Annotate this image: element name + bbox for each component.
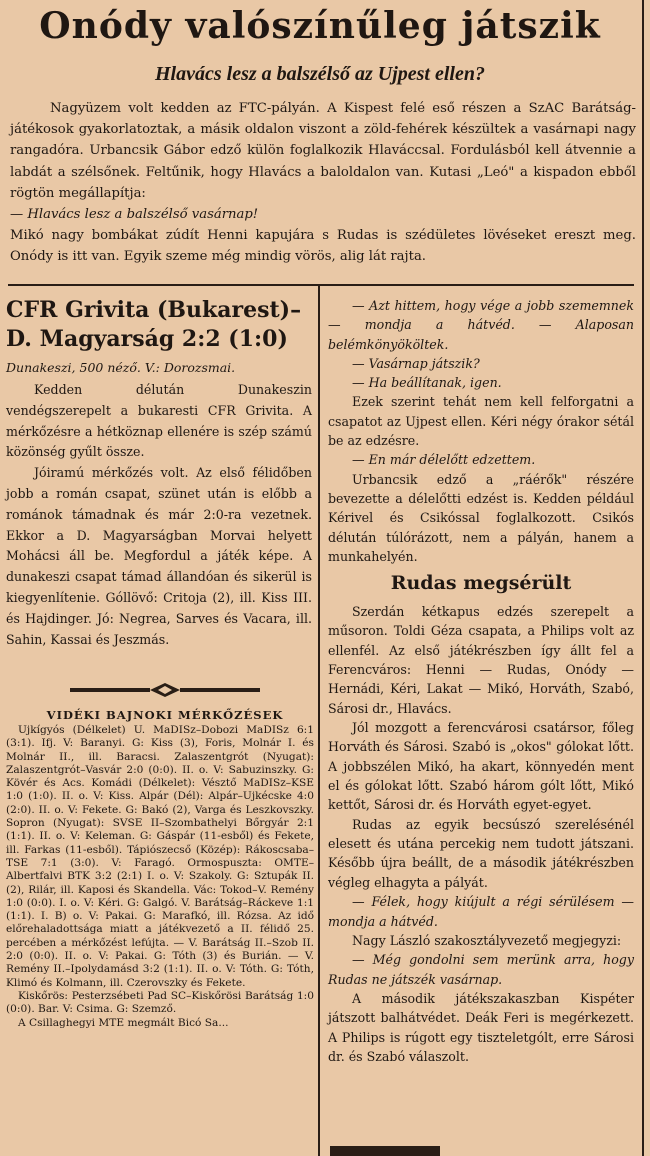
rudas-paragraph-7: A második játékszakaszban Kispéter játszott balhátvédet. Deák Feri is megérkezett. A Philips is rúgott egy tiszteletgólt, erre Sárosi dr. és Szabó válaszolt.: [328, 990, 634, 1064]
rudas-paragraph-5: Nagy László szakosztályvezető megjegyzi:: [352, 932, 622, 948]
continuation-paragraph-6: Urbancsik edző a „ráérők" részére bevezette a délelőtti edzést is. Kedden például Kérivel és Csikóssal foglalkozott. Csikós délután túlórázott, nem a pályán, hanem a munkahelyén.: [328, 471, 634, 564]
article-intro: [10, 98, 636, 268]
cfr-paragraph-1: Kedden délután Dunakeszin vendégszerepelt a bukaresti CFR Grivita. A mérkőzésre a hétköznap ellenére is szép számú közönség gyűlt össze.: [6, 382, 312, 460]
rudas-paragraph-4: [328, 892, 634, 931]
quote-text: — Még gondolni sem merünk arra, hogy Rudas ne játszék vasárnap.: [328, 952, 634, 987]
rudas-paragraph-2: Jól mozgott a ferencvárosi csatársor, főleg Horváth és Sárosi. Szabó is „okos" gólokat lőtt. A jobbszélen Mikó, ha akart, könnyedén ment el és gólokat lőtt. Szabó három gólt lőtt, Mikó kettőt, Sárosi dr. és Horváth egyet-egyet.: [328, 720, 634, 813]
quote-text: — Azt hittem, hogy vége a jobb szememnek — mondja a hátvéd. — Alaposan belémkönyököltek.: [328, 298, 634, 352]
ornament-divider-icon: [70, 682, 260, 698]
cfr-body: [6, 380, 312, 650]
continuation-paragraph-4: Ezek szerint tehát nem kell felforgatni a csapatot az Ujpest ellen. Kéri négy órakor sétál be az edzésre.: [328, 394, 634, 449]
rudas-body: [328, 602, 634, 1066]
quote-text: — Vasárnap játszik?: [352, 355, 480, 371]
quote-text: — Félek, hogy kiújult a régi sérülésem — mondja a hátvéd.: [328, 894, 634, 929]
videki-paragraph-2: Kiskőrös: Pesterzsébeti Pad SC–Kiskőrösi Barátság 1:0 (0:0). Bar. V: Csima. G: Szemző.: [6, 989, 314, 1016]
column-divider: [318, 286, 320, 1156]
videki-body: [6, 724, 314, 1030]
cfr-meta: Dunakeszi, 500 néző. V.: Dorozsmai.: [6, 360, 236, 375]
rudas-paragraph-1: Szerdán kétkapus edzés szerepelt a műsoron. Toldi Géza csapata, a Philips volt az ellenfél. Az első játékrészben így állt fel a Ferencváros: Henni — Rudas, Onódy — Hernádi, Kéri, Lakat — Mikó, Horváth, Szabó, Sárosi dr., Hlavács.: [328, 604, 634, 716]
videki-headline: VIDÉKI BAJNOKI MÉRKŐZÉSEK: [46, 708, 284, 722]
intro-quote: — Hlavács lesz a balszélső vasárnap!: [10, 207, 259, 223]
continuation-paragraph-1: [328, 296, 634, 354]
intro-text-2: Mikó nagy bombákat zúdít Henni kapujára s Rudas is szédületes lövéseket ereszt meg. Onódy is itt van. Egyik szeme még mindig vörös, alig lát rajta.: [10, 228, 636, 265]
continuation-paragraph-2: [328, 354, 634, 373]
videki-paragraph-1: Ujkígyós (Délkelet) U. MaDISz–Dobozi MaDISz 6:1 (3:1). Ifj. V: Baranyi. G: Kiss (3), Foris, Molnár I. és Molnár II., ill. Baracsi. Zalaszentgrót (Nyugat): Zalaszentgrót–Vasvár 2:0 (0:0). II. o. V: Sabuzinszky. G: Kövér és Acs. Komádi (Délkelet): Vésztő MaDISz–KSE 1:0 (1:0). II. o. V: Kiss. Alpár (Dél): Alpár–Ujkécske 4:0 (2:0). II. o. V: Fekete. G: Bakó (2), Varga és Leszkovszky. Sopron (Nyugat): SVSE II–Szombathelyi Bőrgyár 2:1 (1:1). II. o. V: Keleman. G: Gáspár (11-esből) és Fekete, ill. Farkas (11-esből). Tápiószecső (Közép): Rákoscsaba–TSE 7:1 (3:0). V: Faragó. Ormospuszta: OMTE–Albertfalvi BTK 3:2 (2:1) I. o. V: Szakoly. G: Sztupák II. (2), Rilár, ill. Kaposi és Skandella. Vác: Tokod–V. Remény 1:0 (0:0). I. o. V: Kéri. G: Galgó. V. Barátság–Ráckeve 1:1 (1:1). I. B) o. V: Pakai. G: Marafkó, ill. Rózsa. Az idő előrehaladottsága miatt a játékvezető a II. félidő 25. percében a mérkőzést lefújta. — V. Barátság II.–Szob II. 2:0 (0:0). II. o. V: Pakai. G: Tóth (3) és Burián. — V. Remény II.–Ipolydamásd 3:2 (1:1). II. o. V: Tóth. G: Tóth, Klimó és Kolmann, ill. Czerovszky és Fekete.: [6, 724, 314, 989]
continuation-paragraph-3: [328, 373, 634, 392]
article-headline: Onódy valószínűleg játszik: [39, 5, 601, 47]
rudas-headline: Rudas megsérült: [390, 572, 572, 594]
section-divider: [8, 284, 634, 286]
intro-text: Nagyüzem volt kedden az FTC-pályán. A Kispest felé eső részen a SzAC Barátság-játékosok gyakorlatoztak, a másik oldalon viszont a zöld-fehérek készültek a vasárnapi nagy rangadóra. Urbancsik Gábor edző külön foglalkozik Hlaváccsal. Fordulásból kell átvennie a labdát a szélsőnek. Feltűnik, hogy Hlavács a baloldalon van. Kutasi „Leó" a kispadon ebből rögtön megállapítja:: [10, 101, 636, 201]
continuation-paragraph-5: [328, 450, 634, 469]
cfr-paragraph-2: Jóiramú mérkőzés volt. Az első félidőben jobb a román csapat, szünet után is előbb a románok támadnak és már 2:0-ra vezetnek. Ekkor a D. Magyarságban Morvai helyett Mohácsi áll be. Megfordul a játék képe. A dunakeszi csapat támad állandóan és sikerül is kiegyenlítenie. Góllövő: Critoja (2), ill. Kiss III. és Hajdinger. Jó: Negrea, Sarves és Vacara, ill. Sahin, Kassai és Jeszmás.: [6, 465, 312, 647]
right-edge-rule: [642, 0, 644, 1156]
quote-text: — Ha beállítanak, igen.: [352, 375, 502, 391]
rudas-paragraph-3: Rudas az egyik becsúszó szerelésénél elesett és utána percekig nem tudott játszani. Később újra beállt, de a második játékrészben végleg elhagyta a pályát.: [328, 816, 634, 890]
quote-text: — En már délelőtt edzettem.: [352, 452, 536, 468]
cut-off-headline-fragment: [330, 1146, 440, 1156]
cfr-headline: CFR Grivita (Bukarest)–D. Magyarság 2:2 (1:0): [6, 297, 302, 352]
article-continuation: [328, 296, 634, 566]
videki-paragraph-3: A Csillaghegyi MTE megmált Bicó Sa...: [18, 1016, 229, 1029]
rudas-paragraph-6: [328, 950, 634, 989]
article-subheadline: Hlavács lesz a balszélső az Ujpest ellen?: [155, 63, 485, 85]
